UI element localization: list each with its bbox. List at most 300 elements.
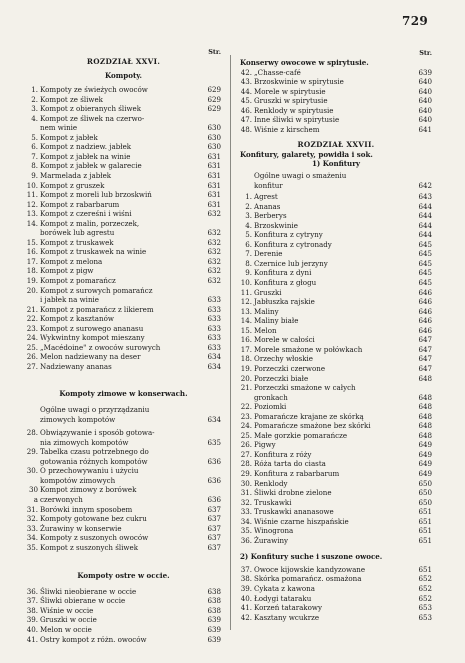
page-ref: 644	[418, 201, 432, 211]
entry-title: kompotów zimowych	[40, 475, 116, 485]
toc-entry	[26, 266, 221, 276]
entry-title: O przechowywaniu i użyciu	[40, 466, 139, 476]
page-ref: 653	[418, 612, 432, 622]
toc-entry	[240, 211, 432, 221]
toc-list	[240, 565, 432, 622]
entry-title: Kompot z pomarańcz z likierem	[40, 304, 154, 314]
entry-number: 35.	[26, 542, 38, 552]
entry-title: Nadziewany ananas	[40, 361, 112, 371]
page-ref: 640	[418, 115, 432, 125]
entry-number: 45.	[240, 96, 252, 106]
toc-entry	[26, 466, 221, 476]
page-ref: 647	[418, 335, 432, 345]
chapter-title: ROZDZIAŁ XXVI.	[86, 57, 161, 66]
entry-title: Gruszki w spirytusie	[254, 96, 328, 106]
entry-title: Kompot zimowy z borówek	[40, 485, 137, 495]
entry-title: Kompot z pomarańcz	[40, 276, 116, 286]
entry-number: 32.	[240, 497, 252, 507]
toc-entry	[240, 431, 432, 441]
entry-number: 7.	[31, 151, 38, 161]
entry-title: Śliwki nieobierane w occie	[40, 586, 137, 596]
page-ref: 644	[418, 230, 432, 240]
entry-number: 18.	[240, 354, 252, 364]
entry-number: 25.	[240, 430, 252, 440]
entry-title: Pomarańcze krajane ze skórką	[254, 411, 364, 421]
note-line: konfitur	[254, 180, 283, 190]
page-ref: 637	[207, 523, 221, 533]
entry-number: 37.	[240, 564, 252, 574]
toc-entry	[26, 305, 221, 315]
group-title: Kompoty ostre w occie.	[77, 571, 170, 581]
entry-number: 33.	[26, 523, 38, 533]
entry-number: 13.	[26, 209, 38, 219]
entry-title: Kompot z rabarbarum	[40, 199, 120, 209]
page-ref: 643	[418, 192, 432, 202]
entry-number: 16.	[26, 247, 38, 257]
page-ref: 634	[207, 352, 221, 362]
entry-number: 4.	[245, 220, 252, 230]
entry-title: Konfitura z rabarbarum	[254, 468, 340, 478]
toc-entry	[26, 415, 221, 425]
page-ref: 645	[418, 268, 432, 278]
entry-title: Orzechy włoskie	[254, 354, 313, 364]
entry-number: 17.	[240, 344, 252, 354]
entry-number: 12.	[26, 199, 38, 209]
entry-title: Kompot z obieranych śliwek	[40, 104, 142, 114]
entry-title: Kompot z malin, porzeczek,	[40, 218, 140, 228]
entry-title: „Macédoine" z owoców surowych	[40, 342, 161, 352]
toc-entry	[240, 536, 432, 546]
toc-entry	[240, 115, 432, 125]
entry-number: 41.	[240, 603, 252, 613]
entry-number: 28.	[26, 428, 38, 438]
page-ref: 646	[418, 287, 432, 297]
entry-number: 32.	[26, 514, 38, 524]
entry-title: Maliny białe	[254, 316, 299, 326]
page-ref: 649	[418, 468, 432, 478]
entry-title: Ostry kompot z różn. owoców	[40, 634, 147, 644]
toc-entry	[240, 412, 432, 422]
entry-number: 21.	[26, 304, 38, 314]
entry-title: Róża tarta do ciasta	[254, 459, 326, 469]
entry-title: Wiśnie czarne hiszpańskie	[254, 516, 349, 526]
toc-entry	[240, 240, 432, 250]
entry-title: Kompot ze śliwek	[40, 94, 103, 104]
entry-title: Konfitura z dyni	[254, 268, 312, 278]
entry-title: Kompot z suszonych śliwek	[40, 542, 138, 552]
entry-title: Ananas	[254, 201, 281, 211]
entry-title: Truskawki ananasowe	[254, 507, 334, 517]
entry-title: Melon w occie	[40, 624, 92, 634]
entry-title: Inne śliwki w spirytusie	[254, 115, 340, 125]
entry-number: 39.	[26, 615, 38, 625]
right-column	[240, 49, 432, 622]
entry-title: Morele w całości	[254, 335, 315, 345]
entry-title: czerwonych	[40, 494, 83, 504]
page-ref: 651	[418, 564, 432, 574]
entry-number: 34.	[26, 533, 38, 543]
entry-number: 19.	[240, 363, 252, 373]
entry-number: 27.	[26, 361, 38, 371]
page-ref: 632	[207, 276, 221, 286]
entry-number: 1.	[245, 192, 252, 202]
entry-title: Renklody w spirytusie	[254, 105, 334, 115]
entry-title: Łodygi tataraku	[254, 593, 312, 603]
page-ref: 650	[418, 497, 432, 507]
entry-number: 20.	[26, 285, 38, 295]
page-ref: 651	[418, 516, 432, 526]
entry-number: 40.	[26, 624, 38, 634]
entry-title: Kompot z melona	[40, 256, 103, 266]
page-ref: 644	[418, 211, 432, 221]
entry-number: 6.	[31, 142, 38, 152]
page-ref: 649	[418, 449, 432, 459]
entry-title: Małe gorzkie pomarańcze	[254, 430, 348, 440]
entry-title: Śliwki drobne zielone	[254, 488, 332, 498]
toc-entry	[240, 450, 432, 460]
entry-title: Konfitura z cytronady	[254, 239, 332, 249]
page-ref: 633	[207, 314, 221, 324]
toc-entry	[26, 514, 221, 524]
page-ref: 635	[207, 437, 221, 447]
entry-title: Owoce kijowskie kandyzowane	[254, 564, 366, 574]
toc-entry	[240, 594, 432, 604]
page-ref: 645	[418, 258, 432, 268]
toc-entry	[26, 533, 221, 543]
entry-title: Wiśnie w occie	[40, 605, 94, 615]
entry-number: 44.	[240, 86, 252, 96]
entry-title: Kompot z pigw	[40, 266, 94, 276]
entry-title: Kompoty gotowane bez cukru	[40, 514, 147, 524]
entry-number: 47.	[240, 115, 252, 125]
page-column-header: Str.	[419, 49, 432, 57]
toc-entry	[240, 68, 432, 78]
page-ref: 631	[207, 151, 221, 161]
entry-number: 10.	[240, 278, 252, 288]
left-column	[26, 48, 221, 644]
entry-number: 43.	[240, 77, 252, 87]
toc-entry	[26, 123, 221, 133]
toc-entry	[26, 104, 221, 114]
page-ref: 644	[418, 220, 432, 230]
toc-entry	[26, 495, 221, 505]
page-ref: 640	[418, 77, 432, 87]
page-ref: 639	[418, 67, 432, 77]
entry-number: 17.	[26, 256, 38, 266]
toc-entry	[26, 238, 221, 248]
page-ref: 650	[418, 488, 432, 498]
note-line: Ogólne uwagi o przyrządzaniu	[40, 405, 150, 415]
toc-entry	[26, 247, 221, 257]
entry-title: Wykwintny kompot mieszany	[40, 333, 145, 343]
toc-entry	[240, 316, 432, 326]
entry-number: 30.	[240, 478, 252, 488]
entry-number: 5.	[31, 132, 38, 142]
page-ref: 648	[418, 373, 432, 383]
entry-title: Kompoty ze świeżych owoców	[40, 85, 148, 95]
toc-entry	[26, 257, 221, 267]
toc-entry	[240, 297, 432, 307]
page-ref: 638	[207, 596, 221, 606]
toc-entry	[240, 574, 432, 584]
entry-title: Tabelka czasu potrzebnego do	[40, 447, 149, 457]
entry-title: Gruszki	[254, 287, 282, 297]
page-ref: 630	[207, 132, 221, 142]
page-column-header: Str.	[208, 48, 221, 56]
page-ref: 648	[418, 430, 432, 440]
page-ref: 631	[207, 171, 221, 181]
entry-title: Borówki innym sposobem	[40, 504, 133, 514]
entry-title: Konfitura z głogu	[254, 278, 317, 288]
toc-entry	[26, 438, 221, 448]
entry-number: 36.	[240, 535, 252, 545]
toc-entry	[240, 421, 432, 431]
note-line: zimowych kompotów	[40, 414, 116, 424]
entry-number: 2.	[31, 94, 38, 104]
toc-entry	[240, 87, 432, 97]
column-divider	[230, 55, 231, 630]
entry-title: Kompot z jabłek	[40, 132, 98, 142]
page-ref: 651	[418, 526, 432, 536]
page-ref: 639	[207, 634, 221, 644]
entry-number: 29.	[240, 468, 252, 478]
toc-entry	[240, 383, 432, 393]
entry-number: 22.	[26, 314, 38, 324]
page-ref: 642	[418, 180, 432, 190]
entry-title: Żurawiny w konserwie	[40, 523, 122, 533]
entry-title: Cykata z kawona	[254, 583, 315, 593]
entry-title: Pigwy	[254, 440, 276, 450]
page-ref: 629	[207, 85, 221, 95]
entry-title: Śliwki obierane w occie	[40, 596, 126, 606]
toc-list	[26, 428, 221, 552]
page-ref: 646	[418, 306, 432, 316]
page-ref: 640	[418, 105, 432, 115]
group-title: Konserwy owocowe w spirytusie.	[240, 58, 369, 67]
entry-title: Kompot z nadziew. jabłek	[40, 142, 132, 152]
page-ref: 647	[418, 354, 432, 364]
toc-entry	[26, 635, 221, 645]
page-ref: 652	[418, 593, 432, 603]
toc-entry	[240, 498, 432, 508]
entry-title: borówek lub agrestu	[40, 228, 115, 238]
page-ref: 629	[207, 104, 221, 114]
entry-title: gronkach	[254, 392, 288, 402]
toc-entry	[26, 142, 221, 152]
entry-title: nia zimowych kompotów	[40, 437, 129, 447]
entry-number: 40.	[240, 593, 252, 603]
entry-number: 12.	[240, 297, 252, 307]
entry-number: 38.	[26, 605, 38, 615]
page-ref: 651	[418, 507, 432, 517]
toc-entry	[26, 476, 221, 486]
entry-number: 9.	[31, 171, 38, 181]
toc-entry	[26, 152, 221, 162]
entry-number: 31.	[26, 504, 38, 514]
entry-number: 35.	[240, 526, 252, 536]
toc-entry	[240, 345, 432, 355]
toc-entry	[240, 374, 432, 384]
page-ref: 634	[207, 361, 221, 371]
toc-entry	[240, 469, 432, 479]
entry-number: 24.	[240, 421, 252, 431]
toc-entry	[26, 181, 221, 191]
toc-entry	[26, 615, 221, 625]
page-ref: 639	[207, 624, 221, 634]
page-ref: 631	[207, 190, 221, 200]
entry-number: 42.	[240, 612, 252, 622]
entry-number: 22.	[240, 402, 252, 412]
entry-number: 19.	[26, 276, 38, 286]
entry-title: Korzeń tatarakowy	[254, 603, 322, 613]
entry-number: 33.	[240, 507, 252, 517]
entry-title: Wiśnie z kirschem	[254, 124, 320, 134]
entry-number: 14.	[26, 218, 38, 228]
toc-entry	[26, 543, 221, 553]
entry-title: Winogrona	[254, 526, 294, 536]
page-ref: 632	[207, 247, 221, 257]
page-ref: 630	[207, 123, 221, 133]
page-ref: 638	[207, 586, 221, 596]
toc-entry	[26, 219, 221, 229]
entry-number: 41.	[26, 634, 38, 644]
entry-number: 30.	[26, 466, 38, 476]
entry-title: Poziomki	[254, 402, 287, 412]
toc-entry	[26, 228, 221, 238]
chapter-title: ROZDZIAŁ XXVII.	[297, 140, 375, 150]
toc-entry	[240, 479, 432, 489]
page-ref: 648	[418, 421, 432, 431]
toc-entry	[26, 171, 221, 181]
page-ref: 646	[418, 297, 432, 307]
entry-title: Gruszki w occie	[40, 615, 97, 625]
entry-title: Agrest	[254, 192, 278, 202]
entry-title: Żurawiny	[254, 535, 289, 545]
toc-entry	[26, 209, 221, 219]
entry-number: 1.	[31, 85, 38, 95]
page-ref: 633	[207, 295, 221, 305]
page-ref: 648	[418, 411, 432, 421]
page-ref: 639	[207, 615, 221, 625]
toc-entry	[26, 524, 221, 534]
entry-title: Morele smażone w połówkach	[254, 344, 363, 354]
toc-entry	[240, 96, 432, 106]
entry-title: Kompot z jabłek na winie	[40, 151, 131, 161]
page-ref: 633	[207, 333, 221, 343]
entry-number: 27.	[240, 449, 252, 459]
entry-number: 2.	[245, 201, 252, 211]
toc-entry	[240, 77, 432, 87]
entry-number: 18.	[26, 266, 38, 276]
entry-number: 8.	[31, 161, 38, 171]
entry-title: nem winie	[40, 123, 78, 133]
toc-entry	[26, 457, 221, 467]
page-ref: 647	[418, 344, 432, 354]
entry-number: 37.	[26, 596, 38, 606]
entry-title: Kompot z kasztanów	[40, 314, 114, 324]
toc-entry	[26, 447, 221, 457]
entry-title: Kasztany wcukrze	[254, 612, 320, 622]
toc-entry	[26, 133, 221, 143]
toc-entry	[26, 85, 221, 95]
group-title: Kompoty zimowe w konserwach.	[59, 388, 188, 398]
page-ref: 631	[207, 180, 221, 190]
page-ref: 633	[207, 304, 221, 314]
entry-title: Kompot z gruszek	[40, 180, 105, 190]
page-ref: 637	[207, 542, 221, 552]
toc-entry	[240, 584, 432, 594]
entry-title: Kompot z moreli lub brzoskwiń	[40, 190, 152, 200]
entry-number: 20.	[240, 373, 252, 383]
toc-entry	[240, 288, 432, 298]
page-ref: 646	[418, 316, 432, 326]
entry-title: Brzoskwinie w spirytusie	[254, 77, 344, 87]
toc-entry	[240, 507, 432, 517]
toc-entry	[240, 230, 432, 240]
page-ref: 632	[207, 228, 221, 238]
toc-entry	[240, 259, 432, 269]
toc-entry	[240, 393, 432, 403]
entry-number: 11.	[240, 287, 252, 297]
page-ref: 649	[418, 459, 432, 469]
entry-number: 42.	[240, 67, 252, 77]
entry-title: Porzeczki czerwone	[254, 363, 326, 373]
page-ref: 645	[418, 249, 432, 259]
toc-entry	[240, 125, 432, 135]
entry-number: 3.	[245, 211, 252, 221]
page-ref: 638	[207, 605, 221, 615]
toc-entry	[26, 286, 221, 296]
toc-entry	[26, 314, 221, 324]
entry-title: Kompot z surowych pomarańcz	[40, 285, 153, 295]
entry-number: 28.	[240, 459, 252, 469]
note-line: Ogólne uwagi o smażeniu	[254, 171, 347, 181]
page-ref: 632	[207, 209, 221, 219]
toc-entry	[240, 488, 432, 498]
page-ref: 640	[418, 86, 432, 96]
entry-title: Konfitura z róży	[254, 449, 312, 459]
toc-entry	[240, 354, 432, 364]
page-ref: 637	[207, 533, 221, 543]
toc-list	[26, 587, 221, 644]
toc-entry	[26, 161, 221, 171]
entry-number: 23.	[26, 323, 38, 333]
page-ref: 647	[418, 363, 432, 373]
toc-list	[240, 68, 432, 135]
toc-entry	[240, 249, 432, 259]
entry-title: Maliny	[254, 306, 279, 316]
page-ref: 636	[207, 475, 221, 485]
toc-entry	[240, 268, 432, 278]
entry-title: Melon	[254, 325, 277, 335]
page-ref: 631	[207, 161, 221, 171]
page-ref: 649	[418, 440, 432, 450]
entry-number: 10.	[26, 180, 38, 190]
entry-number: 13.	[240, 306, 252, 316]
toc-entry	[26, 114, 221, 124]
entry-number: 8.	[245, 258, 252, 268]
entry-number: 30 a	[28, 485, 38, 504]
toc-entry	[240, 202, 432, 212]
page-ref: 632	[207, 266, 221, 276]
toc-entry	[240, 526, 432, 536]
toc-entry	[26, 587, 221, 597]
entry-title: Kompot z truskawek	[40, 237, 114, 247]
entry-title: Kompoty z suszonych owoców	[40, 533, 149, 543]
entry-number: 36.	[26, 586, 38, 596]
entry-number: 15.	[240, 325, 252, 335]
page-ref: 633	[207, 342, 221, 352]
